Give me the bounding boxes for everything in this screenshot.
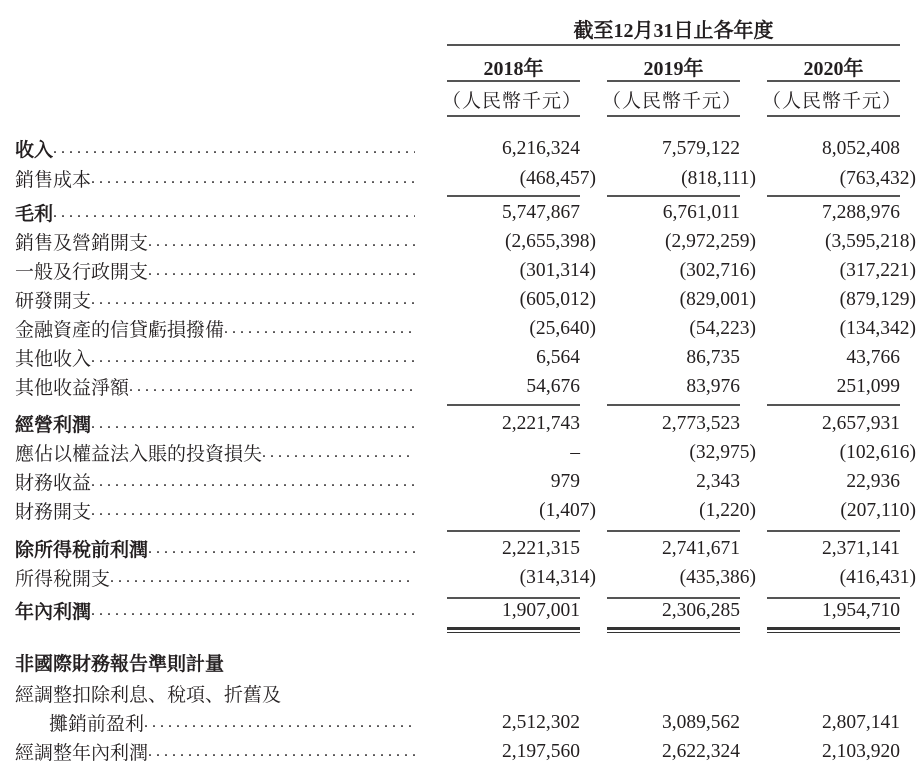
subtotal-rule — [607, 404, 740, 406]
row-label — [15, 198, 415, 227]
table-row — [0, 198, 923, 227]
value-2019: (829,001) — [679, 289, 756, 310]
table-row — [0, 708, 923, 737]
row-label — [15, 534, 415, 563]
subtotal-rule — [447, 195, 580, 197]
row-label-text: 經調整年內利潤 — [15, 743, 149, 764]
value-2018: 2,197,560 — [502, 741, 580, 762]
subtotal-rule — [607, 530, 740, 532]
row-label-text: 財務開支 — [15, 502, 92, 523]
year-header-2018: 2018年 — [483, 58, 544, 80]
dot-leader — [53, 204, 415, 222]
table-row — [0, 227, 923, 256]
dot-leader — [53, 140, 415, 158]
table-row — [0, 467, 923, 496]
header-divider — [447, 44, 900, 46]
row-label-text: 攤銷前盈利 — [49, 714, 145, 735]
value-2019: 83,976 — [686, 376, 740, 397]
value-2019: (818,111) — [681, 168, 756, 189]
table-row — [0, 256, 923, 285]
value-2019: 2,343 — [696, 471, 740, 492]
non-ifrs-title: 非國際財務報告準則計量 — [15, 654, 225, 675]
table-row — [0, 164, 923, 193]
value-2020: 2,103,920 — [822, 741, 900, 762]
value-2019: (2,972,259) — [665, 231, 756, 252]
value-2019: 2,306,285 — [662, 600, 740, 621]
table-row — [0, 563, 923, 592]
value-2018: 5,747,867 — [502, 202, 580, 223]
value-2018: 2,221,743 — [502, 413, 580, 434]
row-label-text: 銷售成本 — [15, 170, 92, 191]
unit-label-2019: （人民幣千元） — [601, 91, 742, 112]
value-2018: 54,676 — [526, 376, 580, 397]
value-2019: 6,761,011 — [662, 202, 740, 223]
row-label-text: 一般及行政開支 — [15, 262, 149, 283]
row-label-text: 金融資產的信貸虧損撥備 — [15, 320, 225, 341]
subtotal-rule — [767, 404, 900, 406]
row-label-text: 銷售及營銷開支 — [15, 233, 149, 254]
value-2019: 3,089,562 — [662, 712, 740, 733]
value-2019: 2,622,324 — [662, 741, 740, 762]
dot-leader — [91, 349, 415, 367]
dot-leader — [91, 170, 415, 188]
row-label — [15, 343, 415, 372]
table-row — [0, 372, 923, 401]
subtotal-rule — [447, 597, 580, 599]
unit-label-2020: （人民幣千元） — [761, 91, 902, 112]
row-label — [15, 164, 415, 193]
row-label-text: 應佔以權益法入賬的投資損失 — [15, 444, 263, 465]
value-2019: (302,716) — [679, 260, 756, 281]
value-2018: 6,216,324 — [502, 138, 580, 159]
dot-leader — [91, 473, 415, 491]
row-label — [15, 314, 415, 343]
row-label — [15, 134, 415, 163]
value-2020: (102,616) — [839, 442, 916, 463]
value-2020: 2,807,141 — [822, 712, 900, 733]
value-2019: (32,975) — [689, 442, 756, 463]
row-label — [15, 596, 415, 625]
value-2020: (207,110) — [840, 500, 916, 521]
table-row — [0, 596, 923, 625]
row-label-text: 毛利 — [15, 204, 54, 225]
row-label-text: 除所得稅前利潤 — [15, 540, 149, 561]
subtotal-rule — [607, 597, 740, 599]
dot-leader — [129, 378, 415, 396]
subtotal-rule — [607, 195, 740, 197]
value-2020: (317,221) — [839, 260, 916, 281]
value-2020: 251,099 — [836, 376, 900, 397]
row-label — [15, 708, 415, 737]
period-title: 截至12月31日止各年度 — [573, 20, 774, 42]
total-double-rule — [447, 627, 580, 633]
value-2018: (605,012) — [519, 289, 596, 310]
dot-leader — [224, 320, 415, 338]
subtotal-rule — [447, 404, 580, 406]
row-label-text: 收入 — [15, 140, 54, 161]
row-label — [15, 285, 415, 314]
row-label-text: 研發開支 — [15, 291, 92, 312]
unit-divider — [767, 115, 900, 117]
table-row — [0, 134, 923, 163]
row-label-text: 財務收益 — [15, 473, 92, 494]
adjusted-ebitda-label-line1: 經調整扣除利息、稅項、折舊及 — [15, 685, 282, 706]
table-row — [0, 343, 923, 372]
row-label — [15, 256, 415, 285]
value-2018: (25,640) — [529, 318, 596, 339]
table-row — [0, 496, 923, 525]
value-2018: (301,314) — [519, 260, 596, 281]
row-label-text: 年內利潤 — [15, 602, 92, 623]
value-2020: 1,954,710 — [822, 600, 900, 621]
value-2020: (879,129) — [839, 289, 916, 310]
dot-leader — [148, 540, 415, 558]
row-label — [15, 563, 415, 592]
value-2019: 7,579,122 — [662, 138, 740, 159]
dot-leader — [144, 714, 415, 732]
value-2018: (1,407) — [539, 500, 596, 521]
value-2018: (2,655,398) — [505, 231, 596, 252]
dot-leader — [91, 291, 415, 309]
year-divider — [447, 80, 580, 82]
value-2018: 2,221,315 — [502, 538, 580, 559]
row-label-text: 其他收入 — [15, 349, 92, 370]
row-label — [15, 496, 415, 525]
table-row — [0, 285, 923, 314]
total-double-rule — [767, 627, 900, 633]
value-2020: 2,657,931 — [822, 413, 900, 434]
value-2020: 22,936 — [846, 471, 900, 492]
value-2019: (1,220) — [699, 500, 756, 521]
unit-divider — [447, 115, 580, 117]
row-label-text: 所得稅開支 — [15, 569, 111, 590]
value-2018: 2,512,302 — [502, 712, 580, 733]
value-2018: – — [570, 442, 580, 463]
table-row — [0, 438, 923, 467]
value-2020: 7,288,976 — [822, 202, 900, 223]
dot-leader — [110, 569, 415, 587]
value-2020: (134,342) — [839, 318, 916, 339]
subtotal-rule — [447, 530, 580, 532]
value-2020: 43,766 — [846, 347, 900, 368]
value-2018: 6,564 — [536, 347, 580, 368]
dot-leader — [91, 602, 415, 620]
value-2020: 8,052,408 — [822, 138, 900, 159]
value-2020: (3,595,218) — [825, 231, 916, 252]
table-row — [0, 409, 923, 438]
subtotal-rule — [767, 530, 900, 532]
unit-divider — [607, 115, 740, 117]
value-2018: (314,314) — [519, 567, 596, 588]
dot-leader — [91, 502, 415, 520]
row-label — [15, 409, 415, 438]
subtotal-rule — [767, 195, 900, 197]
row-label-text: 其他收益淨額 — [15, 378, 130, 399]
row-label — [15, 227, 415, 256]
unit-label-2018: （人民幣千元） — [441, 91, 582, 112]
table-row — [0, 314, 923, 343]
value-2019: 86,735 — [686, 347, 740, 368]
value-2020: (416,431) — [839, 567, 916, 588]
dot-leader — [262, 444, 415, 462]
value-2020: 2,371,141 — [822, 538, 900, 559]
row-label-text: 經營利潤 — [15, 415, 92, 436]
row-label — [15, 467, 415, 496]
value-2020: (763,432) — [839, 168, 916, 189]
dot-leader — [91, 415, 415, 433]
table-row — [0, 534, 923, 563]
subtotal-rule — [767, 597, 900, 599]
value-2019: 2,741,671 — [662, 538, 740, 559]
value-2019: (54,223) — [689, 318, 756, 339]
total-double-rule — [607, 627, 740, 633]
year-divider — [607, 80, 740, 82]
row-label — [15, 438, 415, 467]
dot-leader — [148, 743, 415, 761]
year-divider — [767, 80, 900, 82]
dot-leader — [148, 233, 415, 251]
value-2019: (435,386) — [679, 567, 756, 588]
table-row — [0, 737, 923, 766]
year-header-2020: 2020年 — [803, 58, 864, 80]
value-2018: 979 — [550, 471, 580, 492]
row-label — [15, 372, 415, 401]
dot-leader — [148, 262, 415, 280]
value-2018: 1,907,001 — [502, 600, 580, 621]
row-label — [15, 737, 415, 766]
value-2019: 2,773,523 — [662, 413, 740, 434]
value-2018: (468,457) — [519, 168, 596, 189]
year-header-2019: 2019年 — [643, 58, 704, 80]
